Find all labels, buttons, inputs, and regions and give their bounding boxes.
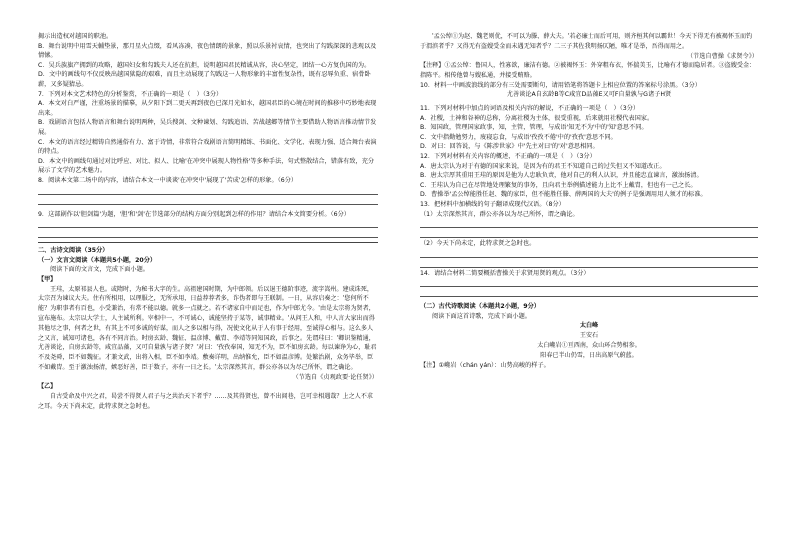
answer-line[interactable] bbox=[420, 278, 758, 287]
answer-line[interactable] bbox=[38, 219, 378, 228]
right-column bbox=[420, 32, 758, 370]
question-9: 9．这部剧作以'胆剑篇'为题，'胆'和'剑'在节选部分的结构方面分别起到怎样的作用？请结合本文简要分析。（6分） bbox=[38, 210, 350, 218]
question-12: 12．下列对材料有关内容的概述，不正确的一项是（ ）（3分） bbox=[420, 152, 596, 160]
translation-1: （1）太宗深然其言，群公亦各以为尽己所怀，谓之确论。 bbox=[420, 210, 579, 218]
option-b: B．舞台说明中用雪天輔垫景，那月星火点缀，看风冻凑，夜色情朗的景象，照以乐景衬哀情，也突出了勾践深深的悲观以及情愫。 bbox=[38, 42, 377, 60]
option-d: D．文中的画线句不仅反映出越国狱隐的艰难，而且主动展现了勾践这一人物形象的丰富性复杂性，既有忍辱负重、宿骨卧薪，又多疑猜忌。 bbox=[38, 71, 371, 88]
option-b: B．唐太宗厚其重用王珪的原因是他为人忠耿负责，他对自己的利人认识，并且能忠直谏言，激浊扬清。 bbox=[420, 172, 703, 180]
text-line: 揭示出造权对越国的职池。 bbox=[38, 33, 113, 40]
section-divider bbox=[38, 242, 378, 243]
question-10: 10．材料一中画波浪线的部分有三处需要断句，请用铅笔将答题卡上相应位置的答案标号涂黑。（3分） bbox=[420, 81, 701, 89]
option-a: A．社稷，土神和谷神的总称，分离社稷为主体，很受重视，后来就用社稷代表国家。 bbox=[420, 114, 654, 122]
poem-section-title: （二）古代诗歌阅读（本题共2小题，9分） bbox=[420, 303, 540, 311]
passage-yi-label: 【乙】 bbox=[38, 383, 57, 391]
answer-line[interactable] bbox=[420, 259, 758, 268]
passage-yi-continued: '孟公绰①为赵、魏老则优，不可以为滕、薛大夫。'若必廉士而后可用，则齐桓其何以霸世！今天下得无有被褐怀玉而钓于渭滨者乎？又得无有盗嫂受金而未遇无知者乎？二三子其佐我明扬仄陋，唯才是举，吾得而用之。 bbox=[420, 33, 753, 50]
option-a: A．本文对白严谨，注重场景的描摹，从夕阳下到二更天再到夜色已深月光如水，越国君臣的心境在时间的推移中巧妙地表现出来。 bbox=[38, 100, 377, 117]
section-2-title: 二、古诗文阅读（35分） bbox=[38, 247, 109, 255]
option-b: B．知国政，管理国家政事，知，主管，管理，与成语'知无不为'中的'知'意思不同。 bbox=[420, 124, 648, 132]
option-c: C．吴兵族旗产拥到的攻略，越国妇女和勾践夫人还在抗拒，说明越国君民精诚从容，决心坚定，团结一心方复仇国的为。 bbox=[38, 61, 371, 69]
punctuation-line: 尤善谈论A自玄龄B等C咸宜D品藻E又可F自量孰与G诸子H贤 bbox=[506, 91, 672, 99]
left-column bbox=[38, 32, 378, 412]
passage-jia-label: 【甲】 bbox=[38, 275, 57, 283]
question-8: 8．阅读本文第二场中的内容，请结合本文一中谈谈'在冲突中'展现了'苦成'怎样的形象。（6分） bbox=[38, 176, 298, 184]
instruction: 阅读下面的文言文，完成下面小题。 bbox=[50, 266, 149, 274]
poem-title: 太白峰 bbox=[579, 322, 599, 330]
question-7: 7．下列对本文艺术特色的分析鉴赏，不正确的一项是（ ）（3分） bbox=[38, 90, 223, 98]
question-13: 13．把材料中加横线的句子翻译成现代汉语。（8分） bbox=[420, 200, 565, 208]
question-14: 14．请结合材料二简要概括曹操关于求贤用贤的观点。（3分） bbox=[420, 269, 590, 277]
poem-note: 【注】①巉岩（chán yán）：山势高峻的样子。 bbox=[420, 361, 550, 369]
answer-line[interactable] bbox=[38, 186, 378, 195]
passage-yi: 自古受命及中兴之君，曷尝不得贤人君子与之共治天下者乎？……及其得贤也，曾不出闾巷，岂可幸相遇哉？上之人不求之耳。今天下尚未定，此特求贤之急时也。 bbox=[38, 393, 373, 411]
annotation-note: 【注释】①孟公绰：鲁国人，性寡欲，廉洁有德。②被褐怀玉：外穿粗布衣，怀揣美玉，比喻有才德而隐居者。③盗嫂受金：指陈平。相传他曾与嫂私通，并接受贿赂。 bbox=[420, 62, 756, 79]
answer-line[interactable] bbox=[420, 229, 758, 238]
poem-line: 阳春已半山仍雪，日出高原气蔚蓝。 bbox=[540, 351, 638, 359]
answer-line[interactable] bbox=[38, 196, 378, 205]
poem-instruction: 阅读下面这首诗歌，完成下面小题。 bbox=[432, 312, 531, 320]
option-a: A．唐太宗认为对于有德的国家来说，是因为有的君王不知道自己的过失但又不知道改正。 bbox=[420, 162, 666, 170]
option-c: C．王珪认为自己在尽管地处理繁复的事务，且向君主举例描述能力上比不上戴胄，但也有一己之长。 bbox=[420, 181, 697, 189]
option-d: D．本文中的画线句通过对比呼应、对比、拟人、比喻'在冲突中展现人物性格'等多种手法，句式整散结合，错落有致，充分展示了文学的艺术魅力。 bbox=[38, 157, 375, 175]
poem-author: 王安石 bbox=[579, 332, 599, 340]
option-d: D．对曰：回答说，与《陈涉世家》中'先主对曰'的'对'意思相同。 bbox=[420, 143, 599, 151]
translation-2: （2）今天下尚未定，此特求贤之急时也。 bbox=[420, 240, 536, 248]
answer-line[interactable] bbox=[420, 249, 758, 258]
option-c: C．文中指勤勉努力，废寝忘食，与成语'孜孜不倦'中的'孜孜'意思不同。 bbox=[420, 133, 617, 141]
option-c: C．本文的语言经过精铸自然通俗有力、富于诗情，非常符合戏剧语言简明精练、书面化、文学化、表现力强、适合舞台表演的特点。 bbox=[38, 138, 377, 156]
option-b: B．戏剧语言包括人物语言和舞台说明两种，吴兵搜剑、文种谏划、勾践追语、苦战越郷等情节主要借助人物语言推动情节发展。 bbox=[38, 119, 377, 136]
passage-jia: 王珪，太原祁县人也。或隋时，为秘书大字的生。高祖建国时期，为中郎领。后以退王德阶事迹，流字嵩州。建成诛死，太宗召为谏议大夫。住有所相用，以理服之，无所承用，日益荐荐者多，诈伪者即与王联制。一日，从容启奏之：'您何所不能？为职事者有百也，小受兼治，有常不能以德。就多一点就之。若不诸家自中而足也，作为中郎尤今。'由是太宗将为贤者，宣布施布。太宗以大学士，人主诚所利。宰相中一，不可诚心，诚能坚持于某等，诚事精业。'从问王人和，中人言大家出而得其他尽之事，何者之世，有其上不可多诚的好谋，而人之多以相与得，况使文化从于人有事于经用，至诚得心相与。这么多人之又言，诚知可诸也，各有不同言治。时房玄龄、魏征、温彦博、戴胄、李靖等同知国政，后事之。先谓珪曰：'卿识鉴精通，尤善谈论，自房玄龄等，咸宜品藻，又可自量孰与诸子贤？'对曰：'孜孜奉国，知无不为，臣不如房玄龄。每以谏诤为心，耻君不及尧舜，臣不如魏征。才兼文武，出将入相，臣不如李靖。敷奏详明，出纳惟允，臣不如温彦博。处繁治剧，众务毕举，臣不如戴胄。至于激浊扬清，嫉恶好善，臣于数子，亦有一日之长。'太宗深然其言，群公亦各以为尽己所怀，谓之确论。 bbox=[38, 285, 377, 372]
question-11: 11．下列对材料中加点的词语及相关内容的解说，不正确的一项是（ ）（3分） bbox=[420, 104, 640, 112]
answer-line[interactable] bbox=[420, 219, 758, 228]
subsection-1-title: （一）文言文阅读（本题共5小题，20分） bbox=[38, 256, 157, 264]
passage-jia-source: （节选自《贞观政要·论任贤》） bbox=[292, 373, 378, 381]
option-d: D．曹操举'孟公绰能胜任赵、魏的家臣，但不能胜任滕、薛两国的大夫'的例子是强调用用人须才的标准。 bbox=[420, 191, 707, 199]
answer-line[interactable] bbox=[38, 229, 378, 238]
poem-line: 太白巉岩①亘西南，众山环合势相参。 bbox=[537, 342, 641, 350]
answer-line[interactable] bbox=[420, 288, 758, 297]
passage-yi-source: （节选自曹操《求贤令》） bbox=[686, 52, 758, 60]
